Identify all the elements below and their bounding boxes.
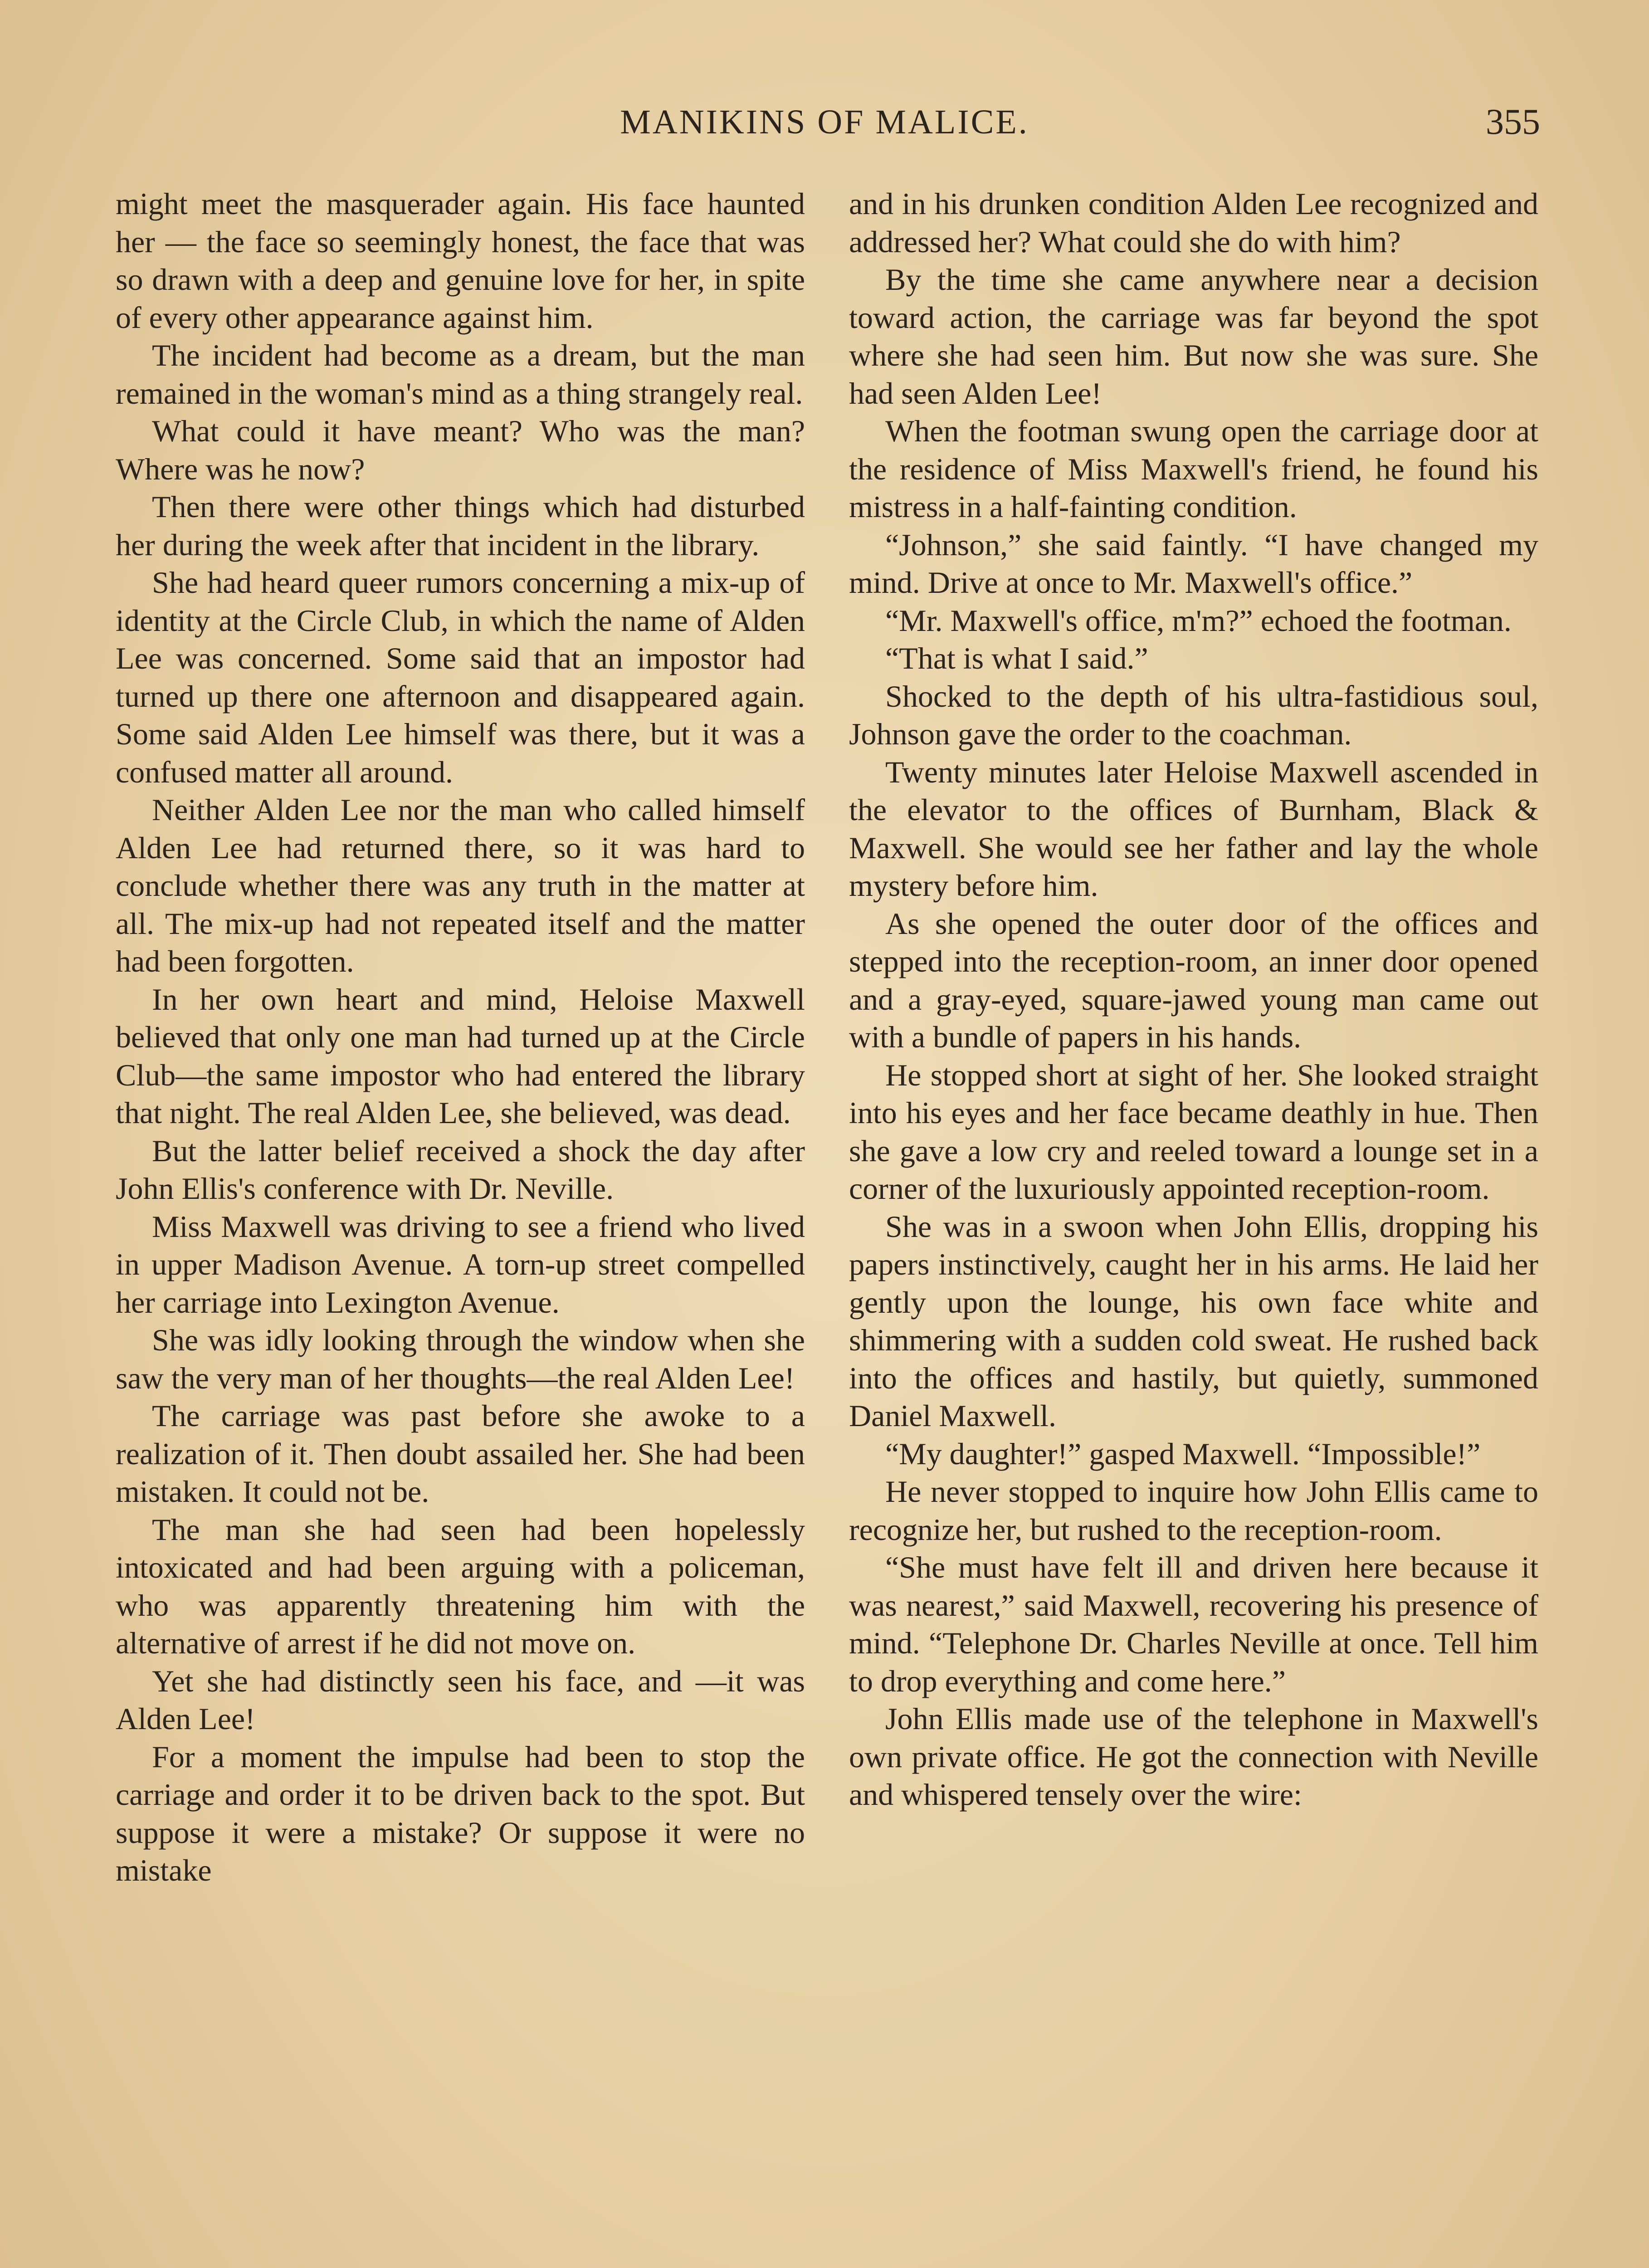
paragraph: What could it have meant? Who was the man? Where was he now? [116,414,805,486]
paragraph: By the time she came anywhere near a decision toward action, the carriage was far beyond the spot where she had seen him. But now she was sure. She had seen Alden Lee! [849,262,1538,411]
paragraph: might meet the masquerader again. His face haunted her — the face so seemingly honest, the face that was so drawn with a deep and genuine love for her, in spite of every other appearance against him. [116,186,805,335]
paragraph: “Mr. Maxwell's office, m'm?” echoed the footman. [885,603,1512,638]
paragraph: As she opened the outer door of the offices and stepped into the reception-room, an inner door opened and a gray-eyed, square-jawed young man came out with a bundle of papers in his hands. [849,906,1538,1054]
paragraph: John Ellis made use of the telephone in Maxwell's own private office. He got the connection with Neville and whispered tensely over the wire: [849,1701,1538,1812]
paragraph: Miss Maxwell was driving to see a friend who lived in upper Madison Avenue. A torn-up street compelled her carriage into Lexington Avenue. [116,1209,805,1320]
paragraph: But the latter belief received a shock the day after John Ellis's conference with Dr. Neville. [116,1133,805,1206]
paragraph: Then there were other things which had disturbed her during the week after that incident in the library. [116,489,805,562]
paragraph: She had heard queer rumors concerning a mix-up of identity at the Circle Club, in which the name of Alden Lee was concerned. Some said that an impostor had turned up there one afternoon and disappeared again. Some said Alden Lee himself was there, but it was a confused matter all around. [116,565,805,789]
right-column [849,185,1538,1814]
paragraph: Shocked to the depth of his ultra-fastidious soul, Johnson gave the order to the coachman. [849,679,1538,751]
paragraph: When the footman swung open the carriage door at the residence of Miss Maxwell's friend, he found his mistress in a half-fainting condition. [849,414,1538,524]
paragraph: She was idly looking through the window when she saw the very man of her thoughts—the real Alden Lee! [116,1323,805,1395]
paragraph: He never stopped to inquire how John Ellis came to recognize her, but rushed to the reception-room. [849,1474,1538,1547]
page-number: 355 [1486,102,1540,142]
running-title: MANIKINS OF MALICE. [620,103,1029,141]
paragraph: The man she had seen had been hopelessly intoxicated and had been arguing with a policeman, who was apparently threatening him with the alternative of arrest if he did not move on. [116,1512,805,1660]
left-column [116,185,805,1890]
paragraph: “That is what I said.” [885,641,1148,675]
paragraph: “My daughter!” gasped Maxwell. “Impossible!” [885,1436,1481,1471]
paragraph: She was in a swoon when John Ellis, dropping his papers instinctively, caught her in his arms. He laid her gently upon the lounge, his own face white and shimmering with a sudden cold sweat. He rushed back into the offices and hastily, but quietly, summoned Daniel Maxwell. [849,1209,1538,1433]
paragraph: Yet she had distinctly seen his face, and —it was Alden Lee! [116,1663,805,1736]
paragraph: He stopped short at sight of her. She looked straight into his eyes and her face became deathly in hue. Then she gave a low cry and reeled toward a lounge set in a corner of the luxuriously appointed reception-room. [849,1057,1538,1206]
paragraph: The carriage was past before she awoke to a realization of it. Then doubt assailed her. She had been mistaken. It could not be. [116,1398,805,1509]
paragraph: “She must have felt ill and driven here because it was nearest,” said Maxwell, recovering his presence of mind. “Telephone Dr. Charles Neville at once. Tell him to drop everything and come here.” [849,1550,1538,1698]
page-header [0,97,1649,147]
paragraph: For a moment the impulse had been to stop the carriage and order it to be driven back to the spot. But suppose it were a mistake? Or suppose it were no mistake [116,1739,805,1887]
paragraph: The incident had become as a dream, but the man remained in the woman's mind as a thing strangely real. [116,338,805,411]
paragraph: “Johnson,” she said faintly. “I have changed my mind. Drive at once to Mr. Maxwell's office.” [849,527,1538,600]
paragraph: In her own heart and mind, Heloise Maxwell believed that only one man had turned up at the Circle Club—the same impostor who had entered the library that night. The real Alden Lee, she believed, was dead. [116,982,805,1130]
paragraph: Twenty minutes later Heloise Maxwell ascended in the elevator to the offices of Burnham, Black & Maxwell. She would see her father and lay the whole mystery before him. [849,754,1538,903]
paragraph: and in his drunken condition Alden Lee recognized and addressed her? What could she do with him? [849,186,1538,259]
paragraph: Neither Alden Lee nor the man who called himself Alden Lee had returned there, so it was hard to conclude whether there was any truth in the matter at all. The mix-up had not repeated itself and the matter had been forgotten. [116,792,805,978]
